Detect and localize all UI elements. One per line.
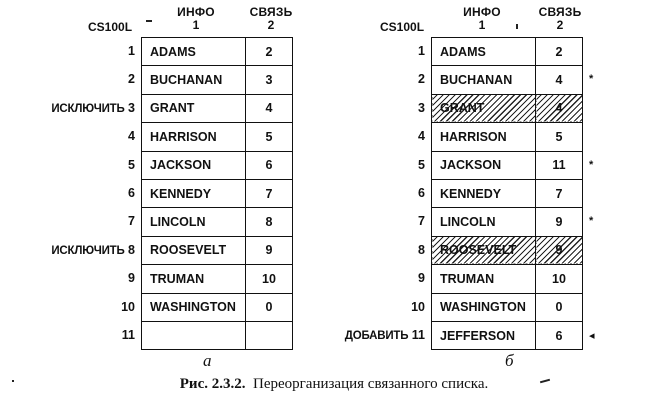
row-action-label: ИСКЛЮЧИТЬ xyxy=(51,244,125,257)
list-row xyxy=(142,179,293,207)
list-row xyxy=(142,38,293,66)
row-link-cell: 2 xyxy=(536,38,583,66)
row-link-cell: 6 xyxy=(246,151,293,179)
change-marker: * xyxy=(589,73,594,86)
figure-a-list-table xyxy=(141,37,293,350)
row-link-cell: 4 xyxy=(536,94,583,122)
row-number: 11 xyxy=(411,328,425,342)
row-number-label xyxy=(55,328,135,342)
row-number-label xyxy=(345,214,425,228)
list-row xyxy=(432,321,583,349)
row-link-cell: 5 xyxy=(536,123,583,151)
row-link-cell: 9 xyxy=(246,236,293,264)
row-info-cell: BUCHANAN xyxy=(432,66,536,94)
row-link-cell: 11 xyxy=(536,151,583,179)
row-info-cell: JACKSON xyxy=(432,151,536,179)
row-link-cell: 0 xyxy=(536,293,583,321)
row-action-label: ИСКЛЮЧИТЬ xyxy=(51,102,125,115)
row-link-cell: 6 xyxy=(536,321,583,349)
list-row xyxy=(142,293,293,321)
row-link-cell: 3 xyxy=(246,66,293,94)
figure-a-info-header: ИНФО 1 xyxy=(177,5,215,32)
list-row xyxy=(142,236,293,264)
row-number-label xyxy=(345,186,425,200)
caption-text: Переорганизация связанного списка. xyxy=(252,376,489,392)
row-number-label xyxy=(55,72,135,86)
row-link-cell: 7 xyxy=(536,179,583,207)
row-number: 9 xyxy=(418,271,425,286)
row-link-cell: 10 xyxy=(246,265,293,293)
figure-b-link-header: СВЯЗЬ 2 xyxy=(538,5,582,32)
figure-b-sublabel: б xyxy=(505,351,514,370)
list-row xyxy=(432,208,583,236)
row-info-cell: LINCOLN xyxy=(142,208,246,236)
row-number: 5 xyxy=(418,157,425,172)
row-number-label xyxy=(55,129,135,143)
row-info-cell: HARRISON xyxy=(432,123,536,151)
list-row xyxy=(142,151,293,179)
row-info-cell: TRUMAN xyxy=(142,265,246,293)
row-info-cell: WASHINGTON xyxy=(432,293,536,321)
row-link-cell: 9 xyxy=(536,236,583,264)
row-info-cell: TRUMAN xyxy=(432,265,536,293)
row-number: 2 xyxy=(128,72,135,87)
row-number-label xyxy=(0,243,135,258)
row-info-cell: ROOSEVELT xyxy=(142,236,246,264)
row-number: 11 xyxy=(121,328,135,342)
list-row xyxy=(432,38,583,66)
row-number-label xyxy=(345,101,425,115)
list-row xyxy=(142,208,293,236)
row-link-cell: 0 xyxy=(246,293,293,321)
row-number: 6 xyxy=(418,186,425,200)
row-info-cell: GRANT xyxy=(142,94,246,122)
row-number-label xyxy=(55,214,135,228)
list-row xyxy=(432,94,583,122)
row-number: 4 xyxy=(128,129,135,144)
row-number-label xyxy=(345,300,425,314)
list-row xyxy=(432,179,583,207)
list-row xyxy=(142,265,293,293)
row-number: 1 xyxy=(418,44,425,58)
row-info-cell: ADAMS xyxy=(432,38,536,66)
row-number-label xyxy=(345,158,425,172)
list-row xyxy=(432,293,583,321)
row-number: 3 xyxy=(128,100,135,115)
row-number-label xyxy=(55,271,135,285)
row-number-label xyxy=(55,186,135,200)
list-row xyxy=(142,94,293,122)
figure-b-list-table xyxy=(431,37,583,350)
row-number-label xyxy=(55,158,135,172)
row-number: 1 xyxy=(128,44,135,58)
row-info-cell: BUCHANAN xyxy=(142,66,246,94)
row-info-cell: ADAMS xyxy=(142,38,246,66)
caption-prefix: Рис. 2.3.2. xyxy=(179,376,246,392)
row-number-label xyxy=(345,129,425,143)
figure-a-link-header: СВЯЗЬ 2 xyxy=(249,5,293,32)
change-marker: * xyxy=(589,158,594,171)
row-number-label xyxy=(265,328,425,343)
row-number: 3 xyxy=(418,100,425,115)
list-row xyxy=(432,265,583,293)
row-number: 9 xyxy=(128,271,135,286)
list-row xyxy=(432,66,583,94)
row-info-cell: LINCOLN xyxy=(432,208,536,236)
list-row xyxy=(142,66,293,94)
row-number: 4 xyxy=(418,129,425,144)
row-link-cell: 5 xyxy=(246,123,293,151)
change-marker: * xyxy=(589,215,594,228)
row-action-label: ДОБАВИТЬ xyxy=(344,330,409,342)
row-info-cell: JEFFERSON xyxy=(432,321,536,349)
row-link-cell: 4 xyxy=(536,66,583,94)
row-info-cell: HARRISON xyxy=(142,123,246,151)
row-number-label xyxy=(55,44,135,58)
row-number: 10 xyxy=(411,299,425,314)
row-number: 7 xyxy=(128,214,135,229)
row-info-cell: WASHINGTON xyxy=(142,293,246,321)
row-link-cell: 8 xyxy=(246,208,293,236)
row-link-cell: 9 xyxy=(536,208,583,236)
figure-b-label: CS100L xyxy=(380,20,425,34)
row-number-label xyxy=(345,72,425,86)
row-number-label xyxy=(345,44,425,58)
list-row xyxy=(432,236,583,264)
row-number: 7 xyxy=(418,214,425,229)
figure-a-sublabel: а xyxy=(203,351,212,370)
row-number: 10 xyxy=(121,299,135,314)
row-number: 6 xyxy=(128,186,135,200)
row-number-label xyxy=(0,101,135,116)
row-info-cell: JACKSON xyxy=(142,151,246,179)
list-row xyxy=(432,151,583,179)
row-number: 5 xyxy=(128,157,135,172)
figure-b-info-header: ИНФО 1 xyxy=(463,5,501,32)
row-number: 2 xyxy=(418,72,425,87)
row-info-cell: KENNEDY xyxy=(142,179,246,207)
row-link-cell: 4 xyxy=(246,94,293,122)
figure-caption xyxy=(0,376,668,393)
row-number: 8 xyxy=(128,242,135,257)
list-row xyxy=(142,123,293,151)
row-link-cell: 7 xyxy=(246,179,293,207)
row-number-label xyxy=(55,300,135,314)
row-info-cell: KENNEDY xyxy=(432,179,536,207)
row-link-cell: 10 xyxy=(536,265,583,293)
row-number-label xyxy=(345,243,425,257)
row-info-cell: GRANT xyxy=(432,94,536,122)
row-link-cell: 2 xyxy=(246,38,293,66)
change-marker: ◂ xyxy=(589,330,595,342)
row-number: 8 xyxy=(418,242,425,257)
list-row xyxy=(432,123,583,151)
row-info-cell: ROOSEVELT xyxy=(432,236,536,264)
figure-a-label: CS100L xyxy=(88,20,133,34)
row-number-label xyxy=(345,271,425,285)
row-info-cell xyxy=(142,321,246,349)
